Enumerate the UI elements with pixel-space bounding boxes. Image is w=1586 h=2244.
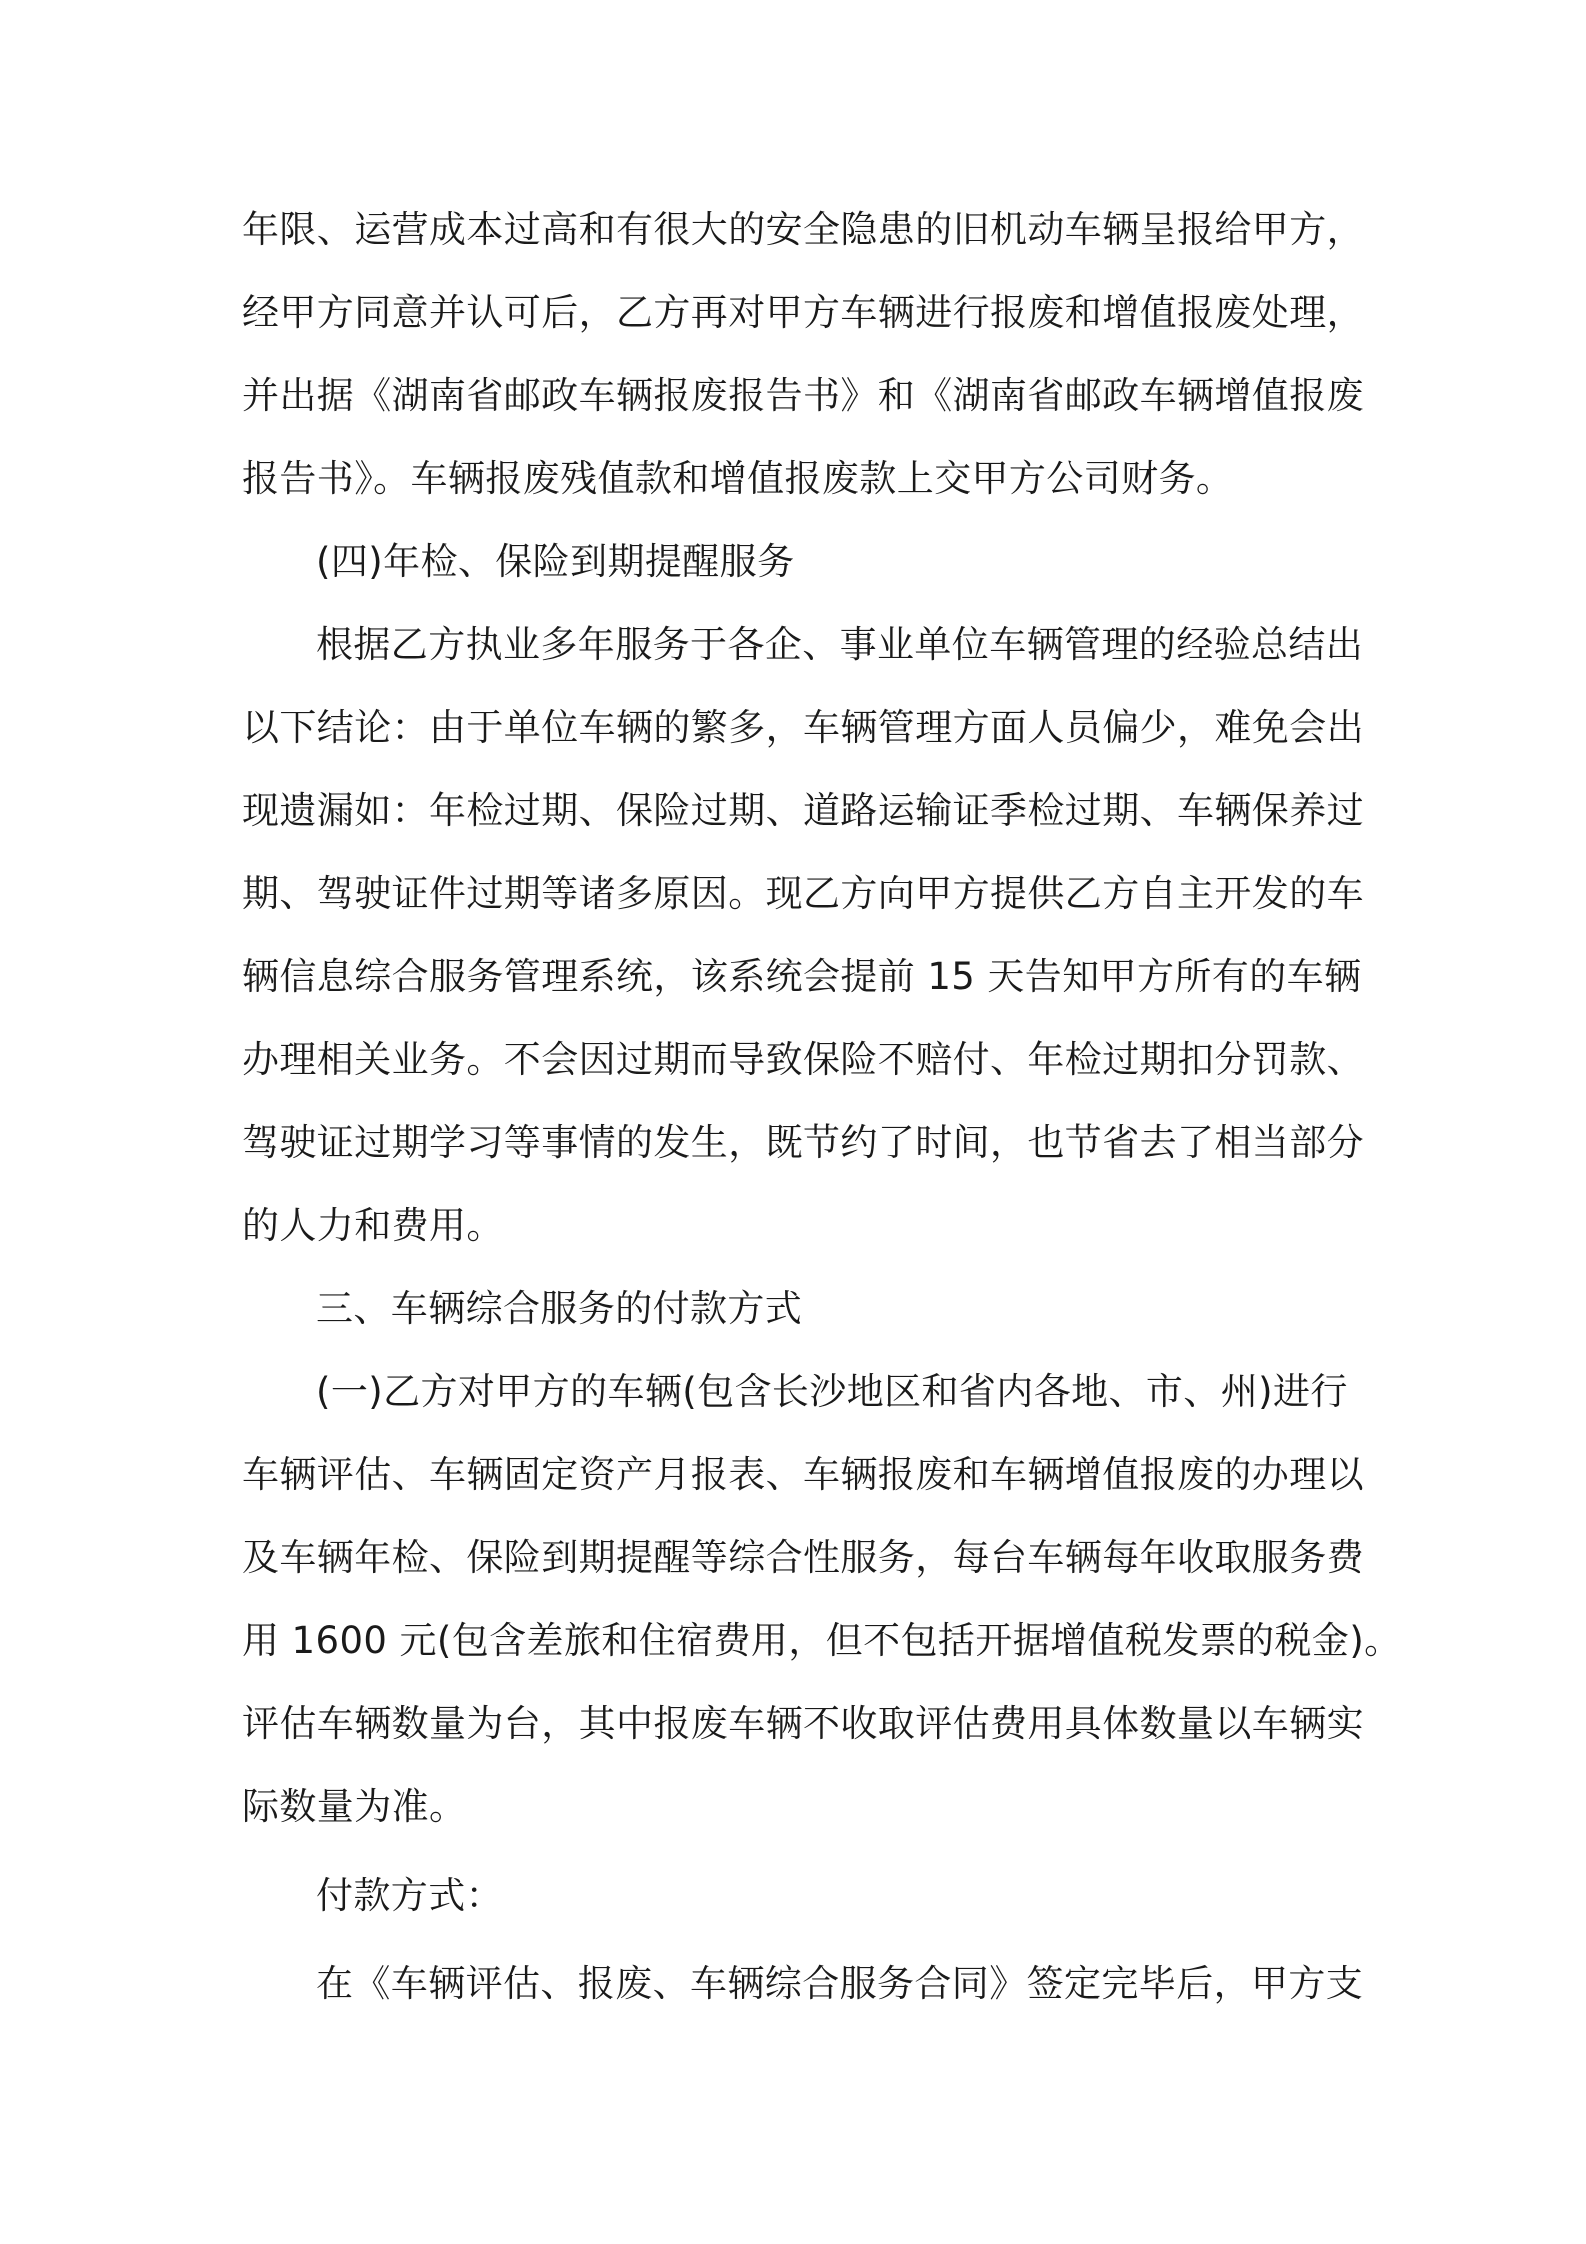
paragraph-line: 用 1600 元(包含差旅和住宿费用，但不包括开据增值税发票的税金)。 [242,1619,1402,1662]
section-heading: (四)年检、保险到期提醒服务 [316,540,795,583]
paragraph-line: 以下结论：由于单位车辆的繁多，车辆管理方面人员偏少，难免会出 [242,706,1364,749]
paragraph-line: 年限、运营成本过高和有很大的安全隐患的旧机动车辆呈报给甲方， [242,208,1364,251]
paragraph-line: 际数量为准。 [242,1785,467,1828]
paragraph-line: 辆信息综合服务管理系统，该系统会提前 15 天告知甲方所有的车辆 [242,955,1362,998]
paragraph-line: 现遗漏如：年检过期、保险过期、道路运输证季检过期、车辆保养过 [242,789,1364,832]
paragraph-line: 并出据《湖南省邮政车辆报废报告书》和《湖南省邮政车辆增值报废 [242,374,1364,417]
section-heading: 三、车辆综合服务的付款方式 [316,1287,803,1330]
paragraph-line: 评估车辆数量为台，其中报废车辆不收取评估费用具体数量以车辆实 [242,1702,1364,1745]
paragraph-line: 车辆评估、车辆固定资产月报表、车辆报废和车辆增值报废的办理以 [242,1453,1364,1496]
paragraph-line: 及车辆年检、保险到期提醒等综合性服务，每台车辆每年收取服务费 [242,1536,1364,1579]
paragraph-line: 报告书》。车辆报废残值款和增值报废款上交甲方公司财务。 [242,457,1234,500]
paragraph-line: 期、驾驶证件过期等诸多原因。现乙方向甲方提供乙方自主开发的车 [242,872,1364,915]
paragraph-line: 经甲方同意并认可后，乙方再对甲方车辆进行报废和增值报废处理， [242,291,1364,334]
paragraph-line: 付款方式： [316,1874,503,1917]
paragraph-line: 根据乙方执业多年服务于各企、事业单位车辆管理的经验总结出 [316,623,1364,666]
paragraph-line: 的人力和费用。 [242,1204,504,1247]
paragraph-line: 驾驶证过期学习等事情的发生，既节约了时间，也节省去了相当部分 [242,1121,1364,1164]
paragraph-line: 办理相关业务。不会因过期而导致保险不赔付、年检过期扣分罚款、 [242,1038,1364,1081]
paragraph-line: 在《车辆评估、报废、车辆综合服务合同》签定完毕后，甲方支 [316,1962,1364,2005]
paragraph-line: (一)乙方对甲方的车辆(包含长沙地区和省内各地、市、州)进行 [316,1370,1348,1413]
